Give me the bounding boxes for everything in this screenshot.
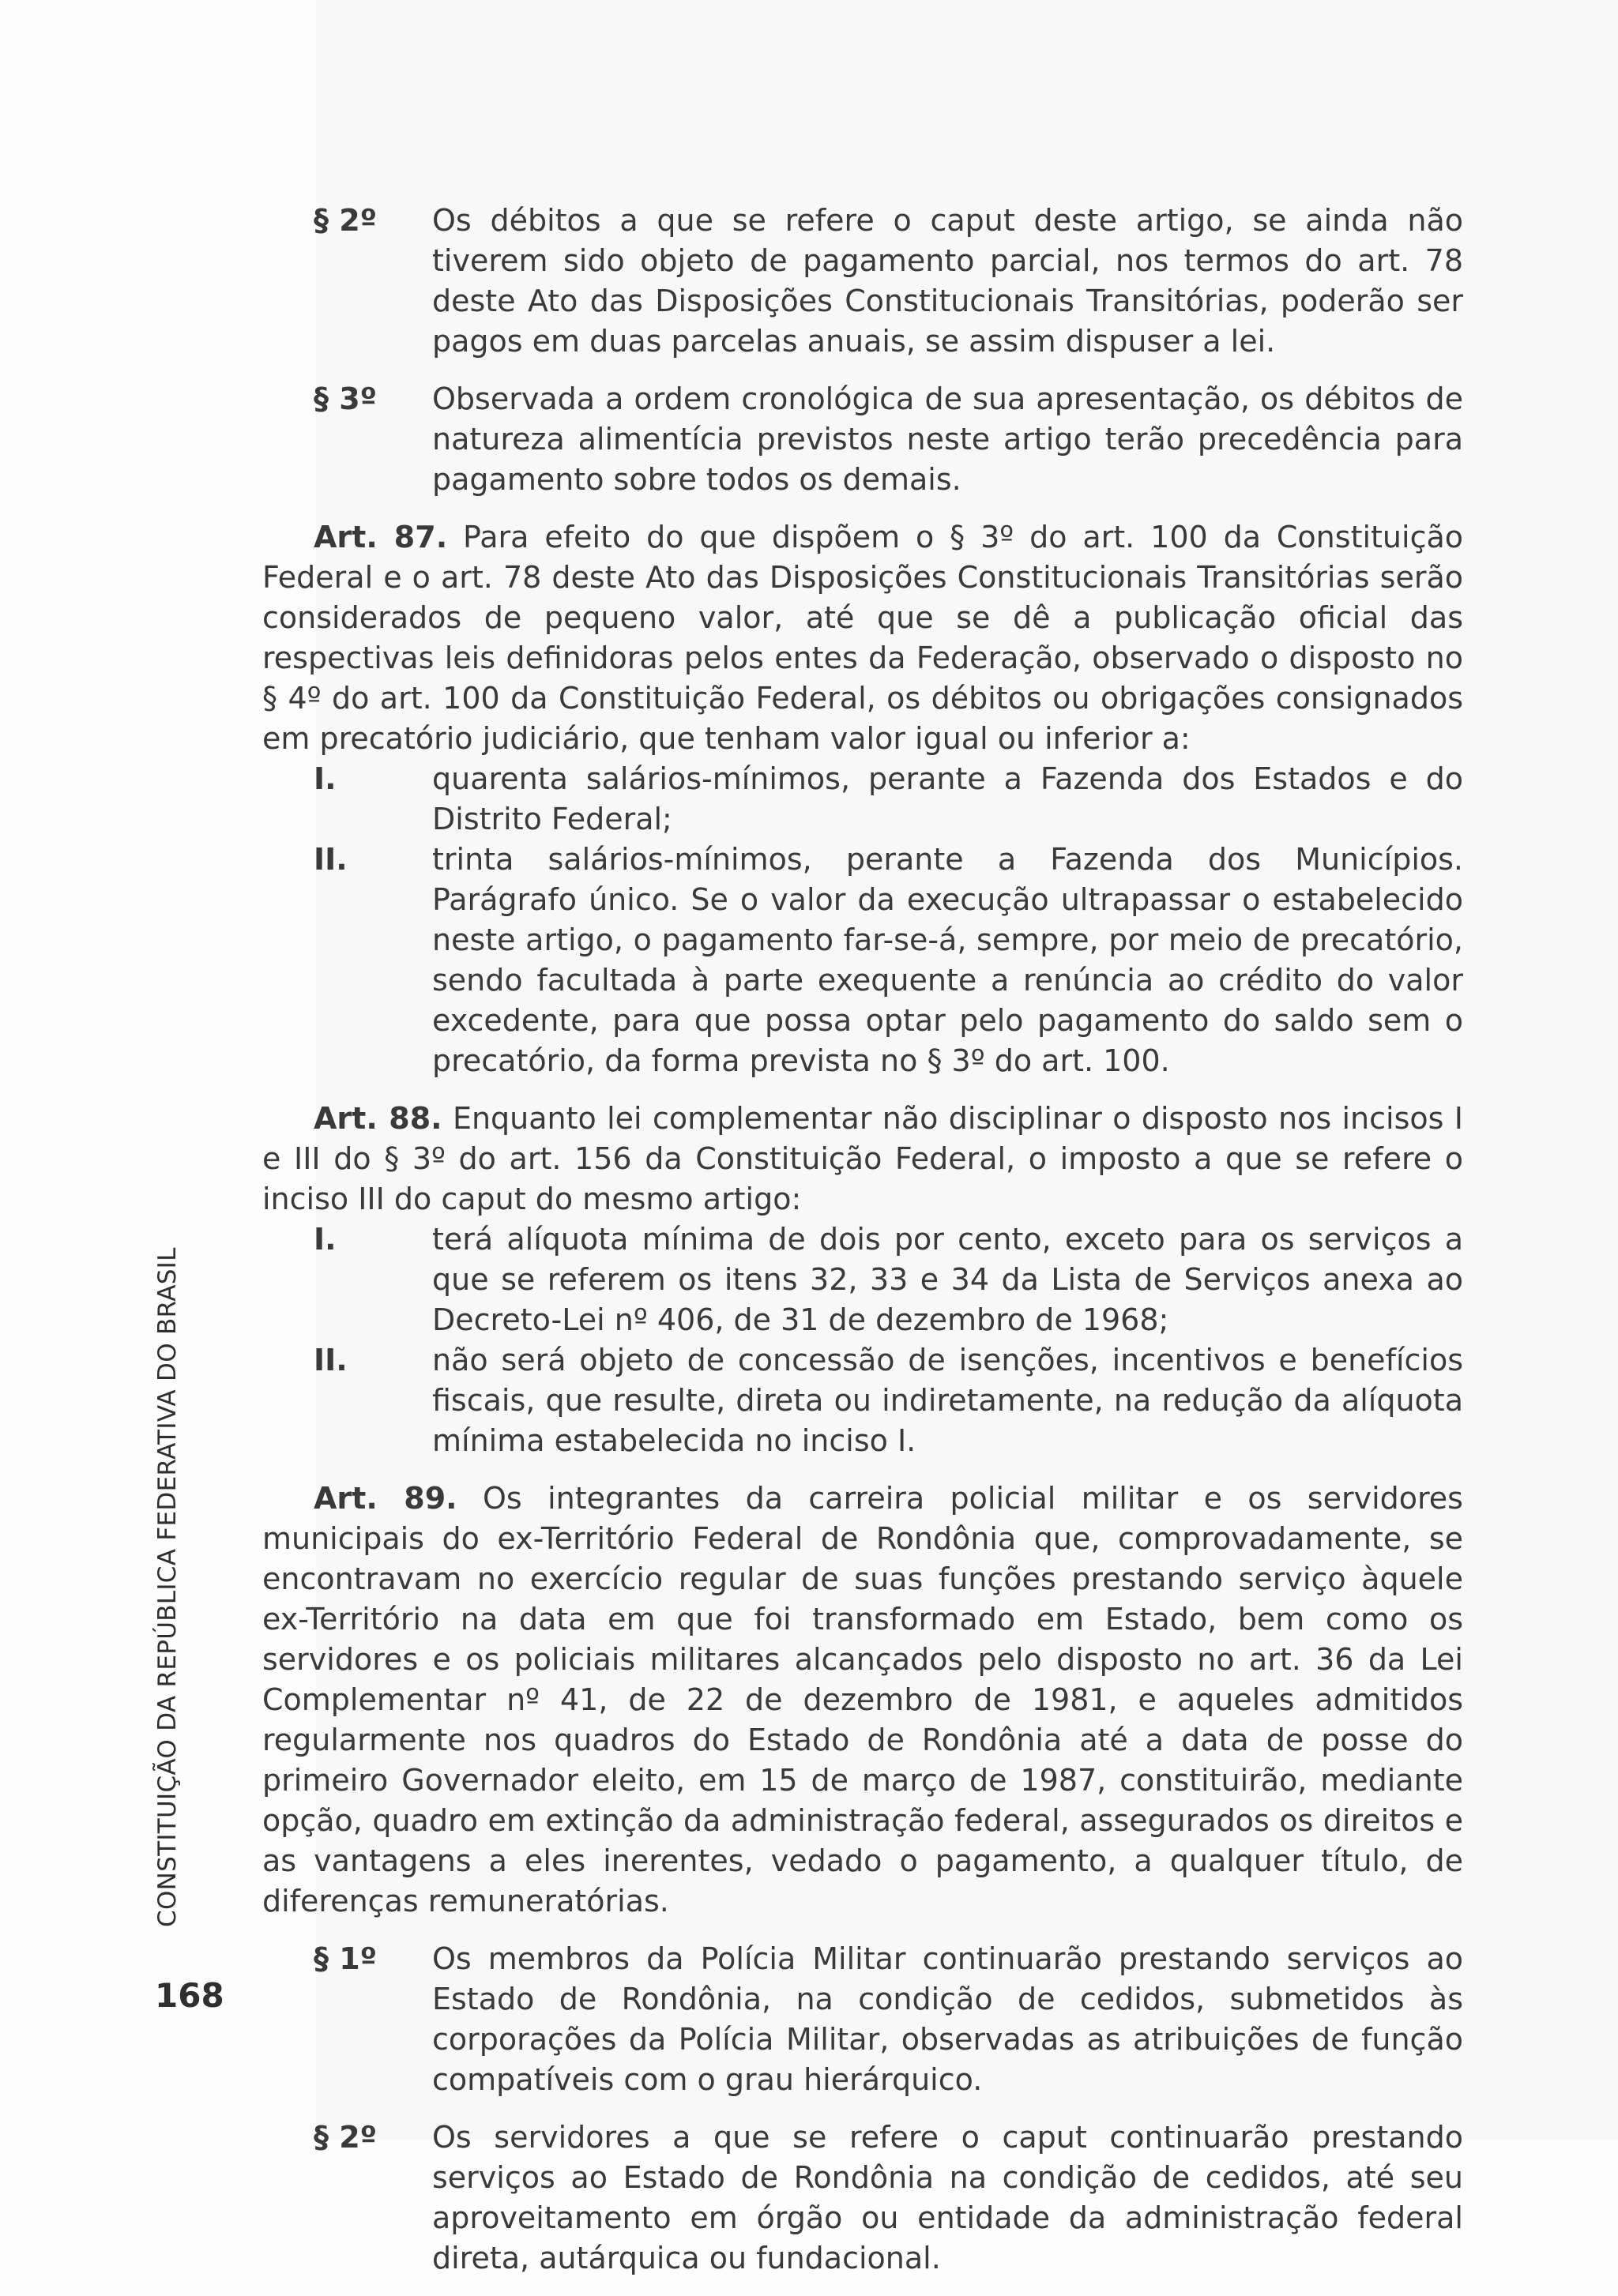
article-label: Art. 87. <box>314 520 448 554</box>
paragraph-mark: § 1º <box>314 1941 378 1976</box>
article-text: Os integrantes da carreira policial militar e os servidores municipais do ex-Território Federal de Rondônia que, comprovadamente, se encontravam no exercício regular de suas funções prestando serviço àquele ex-Território na data em que foi transformado em Estado, bem como os servidores e os policiais militares alcançados pelo disposto no art. 36 da Lei Complementar nº 41, de 22 de dezembro de 1981, e aqueles admitidos regularmente nos quadros do Estado de Rondônia até a data de posse do primeiro Governador eleito, em 15 de março de 1987, constituirão, mediante opção, quadro em extinção da administração federal, assegurados os direitos e as vantagens a eles inerentes, vedado o pagamento, a qualquer título, de diferenças remuneratórias. <box>262 1481 1463 1918</box>
item-text: quarenta salários-mínimos, perante a Fazenda dos Estados e do Distrito Federal; <box>432 761 1463 836</box>
paragraph-2 <box>262 201 1463 362</box>
paragraph-mark: § 2º <box>314 203 378 238</box>
paragraph-mark: § 3º <box>314 381 378 416</box>
article-88 <box>262 1099 1463 1219</box>
item-text: trinta salários-mínimos, perante a Fazenda dos Municípios. Parágrafo único. Se o valor da execução ultrapassar o estabelecido neste artigo, o pagamento far-se-á, sempre, por meio de precatório, sendo facultada à parte exequente a renúncia ao crédito do valor excedente, para que possa optar pelo pagamento do saldo sem o precatório, da forma prevista no § 3º do art. 100. <box>432 842 1463 1078</box>
item-text: não será objeto de concessão de isenções, incentivos e benefícios fiscais, que resulte, direta ou indiretamente, na redução da alíquota mínima estabelecida no inciso I. <box>432 1343 1463 1458</box>
paragraph-text: Observada a ordem cronológica de sua apresentação, os débitos de natureza alimentícia previstos neste artigo terão precedência para pagamento sobre todos os demais. <box>432 381 1463 497</box>
item-text: terá alíquota mínima de dois por cento, exceto para os serviços a que se referem os itens 32, 33 e 34 da Lista de Serviços anexa ao Decreto-Lei nº 406, de 31 de dezembro de 1968; <box>432 1222 1463 1337</box>
list-item <box>262 1219 1463 1340</box>
item-mark: I. <box>314 1222 337 1257</box>
spine-title: CONSTITUIÇÃO DA REPÚBLICA FEDERATIVA DO BRASIL <box>153 1247 182 1927</box>
article-label: Art. 88. <box>314 1101 442 1136</box>
paragraph-2 <box>262 2118 1463 2279</box>
list-item <box>262 759 1463 840</box>
list-item <box>262 840 1463 1081</box>
paragraph-text: Os servidores a que se refere o caput continuarão prestando serviços ao Estado de Rondônia na condição de cedidos, até seu aproveitamento em órgão ou entidade da administração federal direta, autárquica ou fundacional. <box>432 2120 1463 2275</box>
paragraph-3 <box>262 379 1463 500</box>
paragraph-text: Os débitos a que se refere o caput deste artigo, se ainda não tiverem sido objeto de pagamento parcial, nos termos do art. 78 deste Ato das Disposições Constitucionais Transitórias, poderão ser pagos em duas parcelas anuais, se assim dispuser a lei. <box>432 203 1463 359</box>
item-mark: I. <box>314 761 337 796</box>
paragraph-1 <box>262 1939 1463 2100</box>
document-body <box>262 201 1463 2296</box>
page-number: 168 <box>155 1976 224 2015</box>
list-item <box>262 1340 1463 1461</box>
article-label: Art. 89. <box>314 1481 457 1516</box>
item-mark: II. <box>314 842 348 877</box>
article-87 <box>262 517 1463 759</box>
paragraph-text: Os membros da Polícia Militar continuarão prestando serviços ao Estado de Rondônia, na condição de cedidos, submetidos às corporações da Polícia Militar, observadas as atribuições de função compatíveis com o grau hierárquico. <box>432 1941 1463 2097</box>
paragraph-mark: § 2º <box>314 2120 378 2155</box>
article-text: Para efeito do que dispõem o § 3º do art. 100 da Constituição Federal e o art. 78 deste Ato das Disposições Constitucionais Transitórias serão considerados de pequeno valor, até que se dê a publicação oficial das respectivas leis definidoras pelos entes da Federação, observado o disposto no § 4º do art. 100 da Constituição Federal, os débitos ou obrigações consignados em precatório judiciário, que tenham valor igual ou inferior a: <box>262 520 1463 756</box>
article-text: Enquanto lei complementar não disciplinar o disposto nos incisos I e III do § 3º do art. 156 da Constituição Federal, o imposto a que se refere o inciso III do caput do mesmo artigo: <box>262 1101 1463 1216</box>
article-89 <box>262 1479 1463 1922</box>
item-mark: II. <box>314 1343 348 1377</box>
